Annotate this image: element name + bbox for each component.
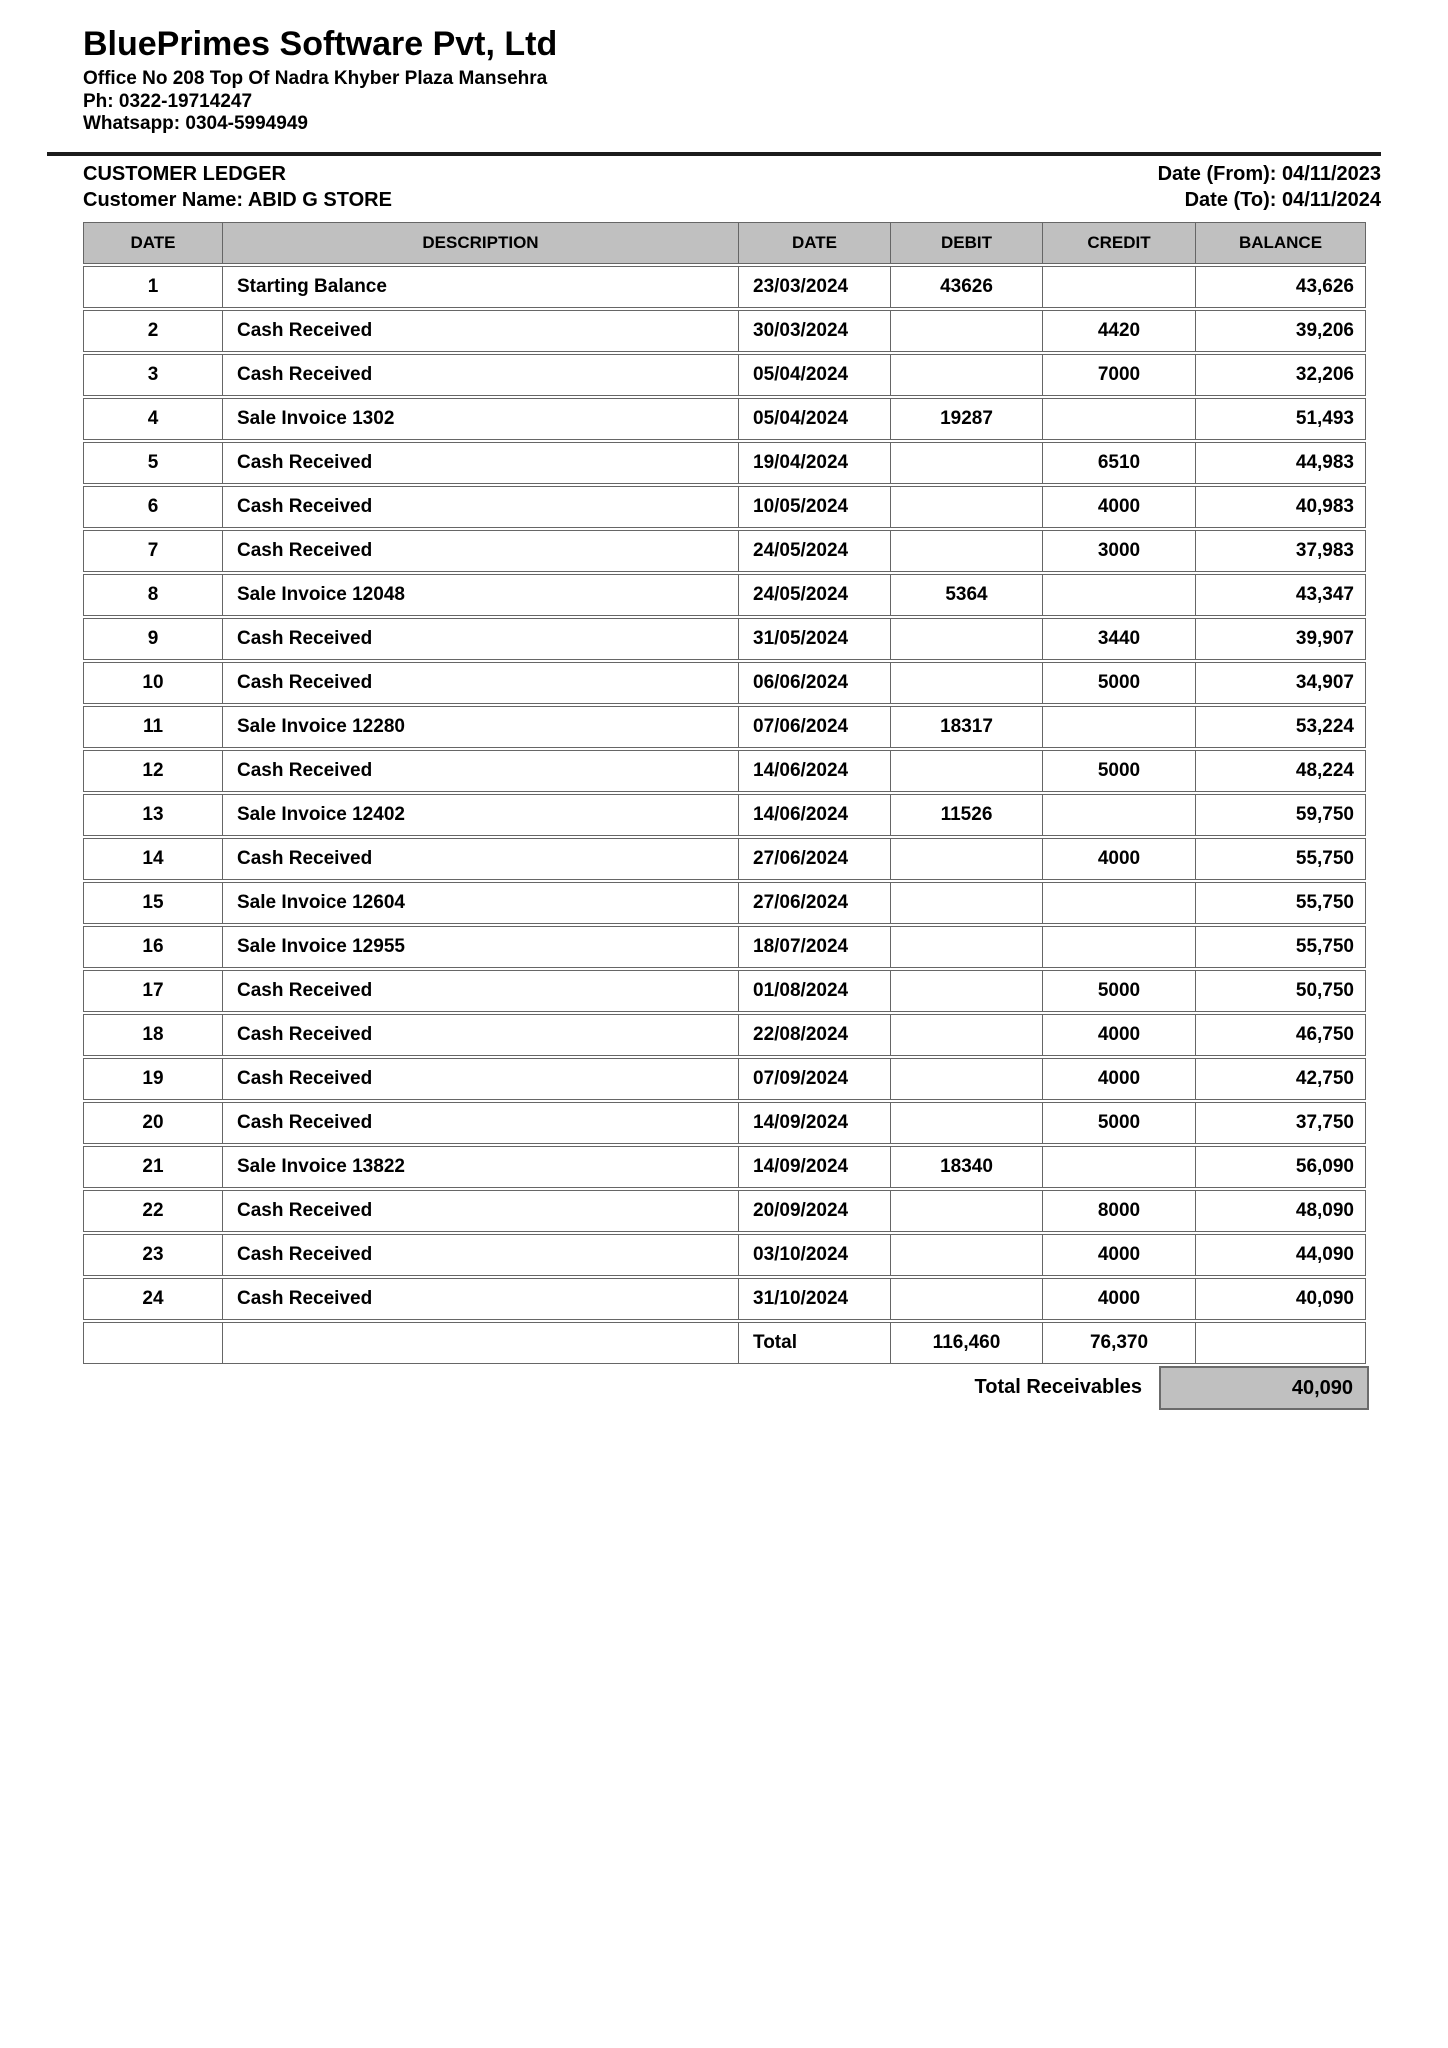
row-serial: 24 <box>83 1278 222 1320</box>
row-credit: 4000 <box>1042 1278 1195 1320</box>
ledger-row <box>83 750 1366 792</box>
col-header-description: DESCRIPTION <box>222 222 738 264</box>
letterhead <box>0 0 1448 136</box>
row-date: 27/06/2024 <box>738 838 890 880</box>
row-serial: 14 <box>83 838 222 880</box>
row-date: 24/05/2024 <box>738 530 890 572</box>
total-label: Total <box>738 1322 890 1364</box>
company-contact-block <box>83 68 1448 136</box>
row-serial: 22 <box>83 1190 222 1232</box>
row-debit <box>890 310 1042 352</box>
row-credit: 5000 <box>1042 662 1195 704</box>
row-date: 20/09/2024 <box>738 1190 890 1232</box>
row-serial: 13 <box>83 794 222 836</box>
row-balance: 50,750 <box>1195 970 1366 1012</box>
row-date: 22/08/2024 <box>738 1014 890 1056</box>
date-to: Date (To): 04/11/2024 <box>1184 188 1381 211</box>
row-date: 14/09/2024 <box>738 1146 890 1188</box>
ledger-row <box>83 926 1366 968</box>
row-description: Sale Invoice 12048 <box>222 574 738 616</box>
ledger-row <box>83 310 1366 352</box>
ledger-row <box>83 882 1366 924</box>
row-balance: 40,090 <box>1195 1278 1366 1320</box>
row-balance: 53,224 <box>1195 706 1366 748</box>
row-date: 14/09/2024 <box>738 1102 890 1144</box>
row-debit <box>890 1058 1042 1100</box>
row-credit: 5000 <box>1042 1102 1195 1144</box>
row-credit: 3000 <box>1042 530 1195 572</box>
col-header-debit: DEBIT <box>890 222 1042 264</box>
row-date: 23/03/2024 <box>738 266 890 308</box>
row-credit: 6510 <box>1042 442 1195 484</box>
total-credit: 76,370 <box>1042 1322 1195 1364</box>
row-debit <box>890 1102 1042 1144</box>
row-debit <box>890 1234 1042 1276</box>
row-credit <box>1042 926 1195 968</box>
total-debit: 116,460 <box>890 1322 1042 1364</box>
row-description: Sale Invoice 12955 <box>222 926 738 968</box>
row-description: Cash Received <box>222 662 738 704</box>
ledger-row <box>83 398 1366 440</box>
row-debit: 18340 <box>890 1146 1042 1188</box>
row-serial: 17 <box>83 970 222 1012</box>
row-debit: 5364 <box>890 574 1042 616</box>
row-description: Cash Received <box>222 310 738 352</box>
row-date: 14/06/2024 <box>738 794 890 836</box>
table-body <box>83 266 1366 1320</box>
row-credit <box>1042 1146 1195 1188</box>
row-date: 31/10/2024 <box>738 1278 890 1320</box>
row-credit <box>1042 882 1195 924</box>
row-description: Cash Received <box>222 354 738 396</box>
row-date: 18/07/2024 <box>738 926 890 968</box>
row-balance: 39,206 <box>1195 310 1366 352</box>
row-credit: 4000 <box>1042 1014 1195 1056</box>
company-name: BluePrimes Software Pvt, Ltd <box>83 25 558 63</box>
ledger-row <box>83 354 1366 396</box>
ledger-header <box>83 161 1381 213</box>
row-credit: 7000 <box>1042 354 1195 396</box>
row-credit <box>1042 794 1195 836</box>
row-serial: 21 <box>83 1146 222 1188</box>
ledger-row <box>83 1058 1366 1100</box>
row-debit: 18317 <box>890 706 1042 748</box>
ledger-row <box>83 1234 1366 1276</box>
col-header-balance: BALANCE <box>1195 222 1366 264</box>
row-serial: 5 <box>83 442 222 484</box>
row-description: Sale Invoice 1302 <box>222 398 738 440</box>
row-date: 10/05/2024 <box>738 486 890 528</box>
total-receivables-row <box>83 1366 1369 1410</box>
row-description: Cash Received <box>222 1014 738 1056</box>
row-date: 05/04/2024 <box>738 354 890 396</box>
row-debit <box>890 486 1042 528</box>
ledger-row <box>83 1190 1366 1232</box>
row-serial: 18 <box>83 1014 222 1056</box>
row-description: Sale Invoice 12402 <box>222 794 738 836</box>
row-description: Cash Received <box>222 1058 738 1100</box>
row-debit <box>890 1190 1042 1232</box>
total-row <box>83 1322 1366 1364</box>
row-date: 01/08/2024 <box>738 970 890 1012</box>
row-debit <box>890 926 1042 968</box>
report-title: CUSTOMER LEDGER <box>83 162 286 185</box>
ledger-row <box>83 1146 1366 1188</box>
row-debit <box>890 530 1042 572</box>
row-description: Sale Invoice 12280 <box>222 706 738 748</box>
row-description: Cash Received <box>222 1278 738 1320</box>
row-date: 06/06/2024 <box>738 662 890 704</box>
row-description: Sale Invoice 13822 <box>222 1146 738 1188</box>
ledger-row <box>83 1102 1366 1144</box>
row-description: Cash Received <box>222 1190 738 1232</box>
company-address: Office No 208 Top Of Nadra Khyber Plaza Mansehra <box>83 68 548 89</box>
ledger-row <box>83 838 1366 880</box>
row-credit <box>1042 266 1195 308</box>
row-balance: 34,907 <box>1195 662 1366 704</box>
row-debit <box>890 1278 1042 1320</box>
row-balance: 44,090 <box>1195 1234 1366 1276</box>
row-description: Cash Received <box>222 1234 738 1276</box>
row-balance: 48,090 <box>1195 1190 1366 1232</box>
row-debit <box>890 1014 1042 1056</box>
row-credit: 4000 <box>1042 1058 1195 1100</box>
row-date: 03/10/2024 <box>738 1234 890 1276</box>
row-serial: 7 <box>83 530 222 572</box>
row-serial: 2 <box>83 310 222 352</box>
row-balance: 43,626 <box>1195 266 1366 308</box>
row-serial: 9 <box>83 618 222 660</box>
row-description: Cash Received <box>222 530 738 572</box>
col-header-serial: DATE <box>83 222 222 264</box>
row-description: Starting Balance <box>222 266 738 308</box>
row-serial: 10 <box>83 662 222 704</box>
row-debit <box>890 882 1042 924</box>
row-description: Cash Received <box>222 442 738 484</box>
company-phone: Ph: 0322-19714247 <box>83 90 253 112</box>
total-balance-empty <box>1195 1322 1366 1364</box>
ledger-row <box>83 706 1366 748</box>
row-debit <box>890 662 1042 704</box>
col-header-date: DATE <box>738 222 890 264</box>
row-balance: 39,907 <box>1195 618 1366 660</box>
row-date: 07/06/2024 <box>738 706 890 748</box>
row-debit <box>890 354 1042 396</box>
row-date: 31/05/2024 <box>738 618 890 660</box>
row-serial: 1 <box>83 266 222 308</box>
row-description: Cash Received <box>222 750 738 792</box>
row-description: Cash Received <box>222 838 738 880</box>
total-description-empty <box>222 1322 738 1364</box>
row-description: Cash Received <box>222 1102 738 1144</box>
row-debit: 19287 <box>890 398 1042 440</box>
total-receivables-value: 40,090 <box>1159 1366 1369 1410</box>
row-credit <box>1042 706 1195 748</box>
row-credit <box>1042 574 1195 616</box>
col-header-credit: CREDIT <box>1042 222 1195 264</box>
row-credit <box>1042 398 1195 440</box>
ledger-header-row-1 <box>83 161 1381 187</box>
ledger-row <box>83 970 1366 1012</box>
ledger-row <box>83 1014 1366 1056</box>
row-date: 24/05/2024 <box>738 574 890 616</box>
row-description: Cash Received <box>222 970 738 1012</box>
row-debit <box>890 838 1042 880</box>
ledger-row <box>83 662 1366 704</box>
row-debit: 11526 <box>890 794 1042 836</box>
ledger-row <box>83 486 1366 528</box>
row-serial: 15 <box>83 882 222 924</box>
row-balance: 40,983 <box>1195 486 1366 528</box>
row-balance: 37,750 <box>1195 1102 1366 1144</box>
table-header-row <box>83 222 1366 264</box>
row-serial: 8 <box>83 574 222 616</box>
row-debit <box>890 970 1042 1012</box>
ledger-row <box>83 1278 1366 1320</box>
row-date: 14/06/2024 <box>738 750 890 792</box>
row-serial: 6 <box>83 486 222 528</box>
row-credit: 4000 <box>1042 486 1195 528</box>
row-credit: 4420 <box>1042 310 1195 352</box>
row-date: 07/09/2024 <box>738 1058 890 1100</box>
row-serial: 23 <box>83 1234 222 1276</box>
ledger-row <box>83 266 1366 308</box>
row-debit <box>890 750 1042 792</box>
row-date: 27/06/2024 <box>738 882 890 924</box>
row-balance: 59,750 <box>1195 794 1366 836</box>
row-balance: 42,750 <box>1195 1058 1366 1100</box>
ledger-header-row-2 <box>83 187 1381 213</box>
company-whatsapp: Whatsapp: 0304-5994949 <box>83 113 308 134</box>
ledger-row <box>83 442 1366 484</box>
row-serial: 3 <box>83 354 222 396</box>
row-balance: 55,750 <box>1195 926 1366 968</box>
header-divider <box>47 152 1381 156</box>
date-from: Date (From): 04/11/2023 <box>1157 162 1381 185</box>
row-credit: 8000 <box>1042 1190 1195 1232</box>
row-serial: 20 <box>83 1102 222 1144</box>
row-description: Sale Invoice 12604 <box>222 882 738 924</box>
ledger-row <box>83 618 1366 660</box>
row-credit: 4000 <box>1042 838 1195 880</box>
ledger-row <box>83 794 1366 836</box>
row-debit <box>890 618 1042 660</box>
total-receivables-label: Total Receivables <box>974 1376 1142 1398</box>
row-balance: 32,206 <box>1195 354 1366 396</box>
row-description: Cash Received <box>222 618 738 660</box>
row-debit: 43626 <box>890 266 1042 308</box>
row-credit: 4000 <box>1042 1234 1195 1276</box>
row-balance: 44,983 <box>1195 442 1366 484</box>
row-serial: 19 <box>83 1058 222 1100</box>
row-balance: 43,347 <box>1195 574 1366 616</box>
row-balance: 46,750 <box>1195 1014 1366 1056</box>
row-date: 19/04/2024 <box>738 442 890 484</box>
ledger-table <box>83 220 1366 1366</box>
row-date: 30/03/2024 <box>738 310 890 352</box>
row-serial: 11 <box>83 706 222 748</box>
row-balance: 55,750 <box>1195 882 1366 924</box>
row-balance: 37,983 <box>1195 530 1366 572</box>
ledger-row <box>83 530 1366 572</box>
row-serial: 16 <box>83 926 222 968</box>
row-credit: 3440 <box>1042 618 1195 660</box>
customer-name: Customer Name: ABID G STORE <box>83 188 392 211</box>
row-balance: 48,224 <box>1195 750 1366 792</box>
row-credit: 5000 <box>1042 970 1195 1012</box>
row-balance: 56,090 <box>1195 1146 1366 1188</box>
row-serial: 4 <box>83 398 222 440</box>
total-serial-empty <box>83 1322 222 1364</box>
row-debit <box>890 442 1042 484</box>
row-date: 05/04/2024 <box>738 398 890 440</box>
row-balance: 51,493 <box>1195 398 1366 440</box>
ledger-row <box>83 574 1366 616</box>
row-serial: 12 <box>83 750 222 792</box>
row-credit: 5000 <box>1042 750 1195 792</box>
row-description: Cash Received <box>222 486 738 528</box>
row-balance: 55,750 <box>1195 838 1366 880</box>
